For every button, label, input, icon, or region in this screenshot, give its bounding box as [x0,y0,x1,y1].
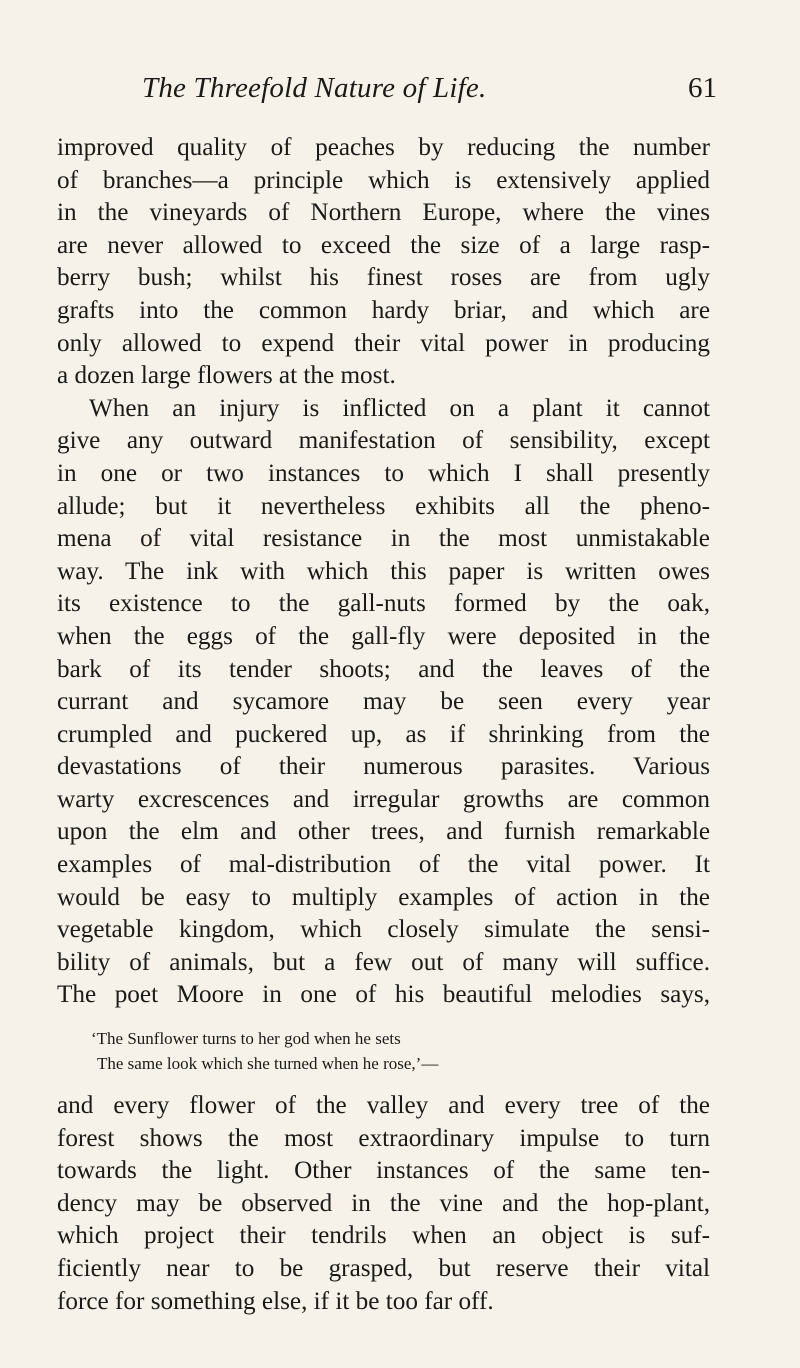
text-line: ficiently near to be grasped, but reserve their vital [57,1255,710,1282]
text-line: allude; but it nevertheless exhibits all the pheno- [57,492,710,520]
text-line: in the vineyards of Northern Europe, where the vines [57,199,710,227]
page-number: 61 [688,72,717,104]
text-line: forest shows the most extraordinary impulse to turn [57,1124,710,1152]
text-line: force for something else, if it be too far off. [57,1287,494,1315]
body-text [57,132,710,1318]
text-line: and every flower of the valley and every tree of the [57,1092,710,1120]
text-line: only allowed to expend their vital power in producing [57,329,710,357]
text-line: are never allowed to exceed the size of a large rasp- [57,231,710,259]
text-line: devastations of their numerous parasites. Various [57,753,710,781]
text-line: mena of vital resistance in the most unmistakable [57,525,710,553]
text-line: vegetable kingdom, which closely simulate the sensi- [57,916,710,944]
quote-line: ‘The Sunflower turns to her god when he sets [91,1029,401,1049]
text-line: The poet Moore in one of his beautiful melodies says, [57,981,710,1009]
text-line: currant and sycamore may be seen every year [57,688,710,716]
paragraph-2 [57,393,710,1012]
text-line: of branches—a principle which is extensively applied [57,166,710,194]
text-line: a dozen large flowers at the most. [57,362,396,390]
text-line: its existence to the gall-nuts formed by the oak, [57,590,710,618]
text-line: bility of animals, but a few out of many will suffice. [57,948,710,976]
text-line: When an injury is inflicted on a plant it cannot [89,394,710,422]
text-line: examples of mal-distribution of the vital power. It [57,851,710,879]
page-header [142,72,717,108]
verse-quotation [57,1026,710,1076]
text-line: warty excrescences and irregular growths are common [57,785,710,813]
text-line: berry bush; whilst his finest roses are from ugly [57,264,710,292]
text-line: towards the light. Other instances of the same ten- [57,1157,710,1185]
text-line: crumpled and puckered up, as if shrinking from the [57,720,710,748]
quote-line: The same look which she turned when he rose,’— [97,1054,439,1074]
text-line: grafts into the common hardy briar, and which are [57,296,710,324]
text-line: give any outward manifestation of sensibility, except [57,427,710,455]
text-line: would be easy to multiply examples of action in the [57,883,710,911]
text-line: which project their tendrils when an object is suf- [57,1222,710,1250]
text-line: dency may be observed in the vine and the hop-plant, [57,1189,710,1217]
paragraph-1 [57,132,710,393]
text-line: upon the elm and other trees, and furnish remarkable [57,818,710,846]
text-line: improved quality of peaches by reducing the number [57,134,710,161]
text-line: in one or two instances to which I shall presently [57,459,710,487]
text-line: way. The ink with which this paper is written owes [57,557,710,585]
text-line: when the eggs of the gall-fly were deposited in the [57,622,710,650]
text-line: bark of its tender shoots; and the leaves of the [57,655,710,683]
running-title: The Threefold Nature of Life. [142,72,487,104]
paragraph-3 [57,1090,710,1318]
